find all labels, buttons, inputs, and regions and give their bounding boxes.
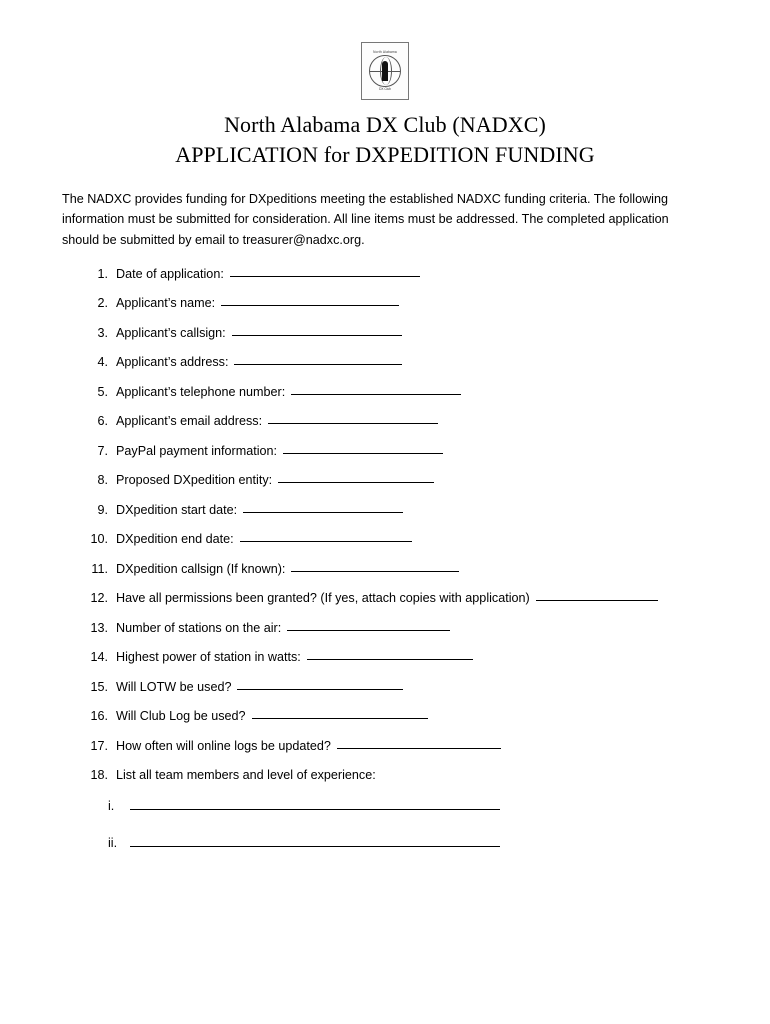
list-item — [82, 679, 710, 696]
list-item — [82, 354, 710, 371]
item-number: 11. — [91, 561, 108, 576]
answer-blank[interactable] — [243, 501, 403, 513]
answer-blank[interactable] — [232, 324, 402, 336]
list-item — [82, 561, 710, 578]
logo-top-text: North Alabama — [373, 49, 397, 54]
item-label: Applicant’s telephone number: — [116, 384, 286, 399]
list-item — [82, 325, 710, 342]
item-label: Will LOTW be used? — [116, 679, 232, 694]
answer-blank[interactable] — [337, 737, 501, 749]
answer-blank[interactable] — [221, 294, 399, 306]
item-label: List all team members and level of experience: — [116, 768, 376, 783]
item-label: Will Club Log be used? — [116, 709, 246, 724]
intro-paragraph: The NADXC provides funding for DXpeditions meeting the established NADXC funding criteria. The following information must be submitted for consideration. All line items must be addressed. The completed application should be submitted by email to treasurer@nadxc.org. — [62, 191, 669, 247]
nadxc-club-logo-icon — [361, 42, 409, 100]
answer-blank[interactable] — [278, 471, 434, 483]
list-item — [82, 472, 710, 489]
item-number: 1. — [97, 266, 108, 281]
roman-numeral: ii. — [108, 836, 118, 851]
item-number: 18. — [90, 768, 108, 783]
list-item — [82, 443, 710, 460]
team-members-list — [60, 798, 710, 850]
list-item — [82, 620, 710, 637]
list-item — [82, 767, 710, 784]
answer-blank[interactable] — [536, 589, 658, 601]
item-number: 14. — [90, 650, 108, 665]
item-number: 15. — [90, 679, 108, 694]
title-line-1: North Alabama DX Club (NADXC) — [224, 112, 546, 137]
item-number: 17. — [90, 738, 108, 753]
answer-blank[interactable] — [237, 678, 403, 690]
item-label: Applicant’s name: — [116, 296, 216, 311]
list-item — [82, 384, 710, 401]
answer-blank[interactable] — [307, 648, 473, 660]
item-label: Applicant’s email address: — [116, 414, 263, 429]
answer-blank[interactable] — [252, 707, 428, 719]
item-number: 16. — [90, 709, 108, 724]
list-item — [82, 708, 710, 725]
item-label: Number of stations on the air: — [116, 620, 282, 635]
list-item — [82, 413, 710, 430]
item-number: 12. — [90, 591, 108, 606]
item-number: 6. — [97, 414, 108, 429]
antenna-tower-icon — [382, 61, 388, 81]
item-label: PayPal payment information: — [116, 443, 278, 458]
page-title — [60, 110, 710, 171]
item-label: Applicant’s address: — [116, 355, 229, 370]
item-label: DXpedition end date: — [116, 532, 234, 547]
team-member-blank[interactable] — [130, 835, 500, 847]
list-item — [82, 502, 710, 519]
list-item — [82, 295, 710, 312]
answer-blank[interactable] — [234, 353, 402, 365]
list-item — [108, 835, 710, 850]
item-number: 2. — [97, 296, 108, 311]
item-number: 13. — [90, 620, 108, 635]
item-number: 9. — [97, 502, 108, 517]
item-label: How often will online logs be updated? — [116, 738, 331, 753]
item-label: Applicant’s callsign: — [116, 325, 226, 340]
item-label: Have all permissions been granted? (If yes, attach copies with application) — [116, 591, 530, 606]
item-label: Date of application: — [116, 266, 224, 281]
item-number: 8. — [97, 473, 108, 488]
title-line-2: APPLICATION for DXPEDITION FUNDING — [175, 142, 595, 168]
logo-bottom-text: DX Club — [379, 87, 391, 91]
answer-blank[interactable] — [283, 442, 443, 454]
team-member-blank[interactable] — [130, 798, 500, 810]
item-number: 7. — [97, 443, 108, 458]
answer-blank[interactable] — [230, 265, 420, 277]
item-number: 10. — [90, 532, 108, 547]
answer-blank[interactable] — [240, 530, 412, 542]
answer-blank[interactable] — [291, 383, 461, 395]
globe-icon — [369, 55, 401, 87]
item-number: 3. — [97, 325, 108, 340]
answer-blank[interactable] — [287, 619, 450, 631]
item-label: Proposed DXpedition entity: — [116, 473, 273, 488]
list-item — [82, 531, 710, 548]
logo-container — [60, 42, 710, 100]
list-item — [82, 649, 710, 666]
answer-blank[interactable] — [291, 560, 459, 572]
list-item — [82, 590, 710, 607]
list-item — [82, 738, 710, 755]
application-items-list — [60, 266, 710, 785]
list-item — [82, 266, 710, 283]
roman-numeral: i. — [108, 799, 115, 814]
item-label: DXpedition start date: — [116, 502, 238, 517]
answer-blank[interactable] — [268, 412, 438, 424]
item-label: DXpedition callsign (If known): — [116, 561, 286, 576]
list-item — [108, 798, 710, 813]
item-label: Highest power of station in watts: — [116, 650, 301, 665]
item-number: 5. — [97, 384, 108, 399]
item-number: 4. — [97, 355, 108, 370]
